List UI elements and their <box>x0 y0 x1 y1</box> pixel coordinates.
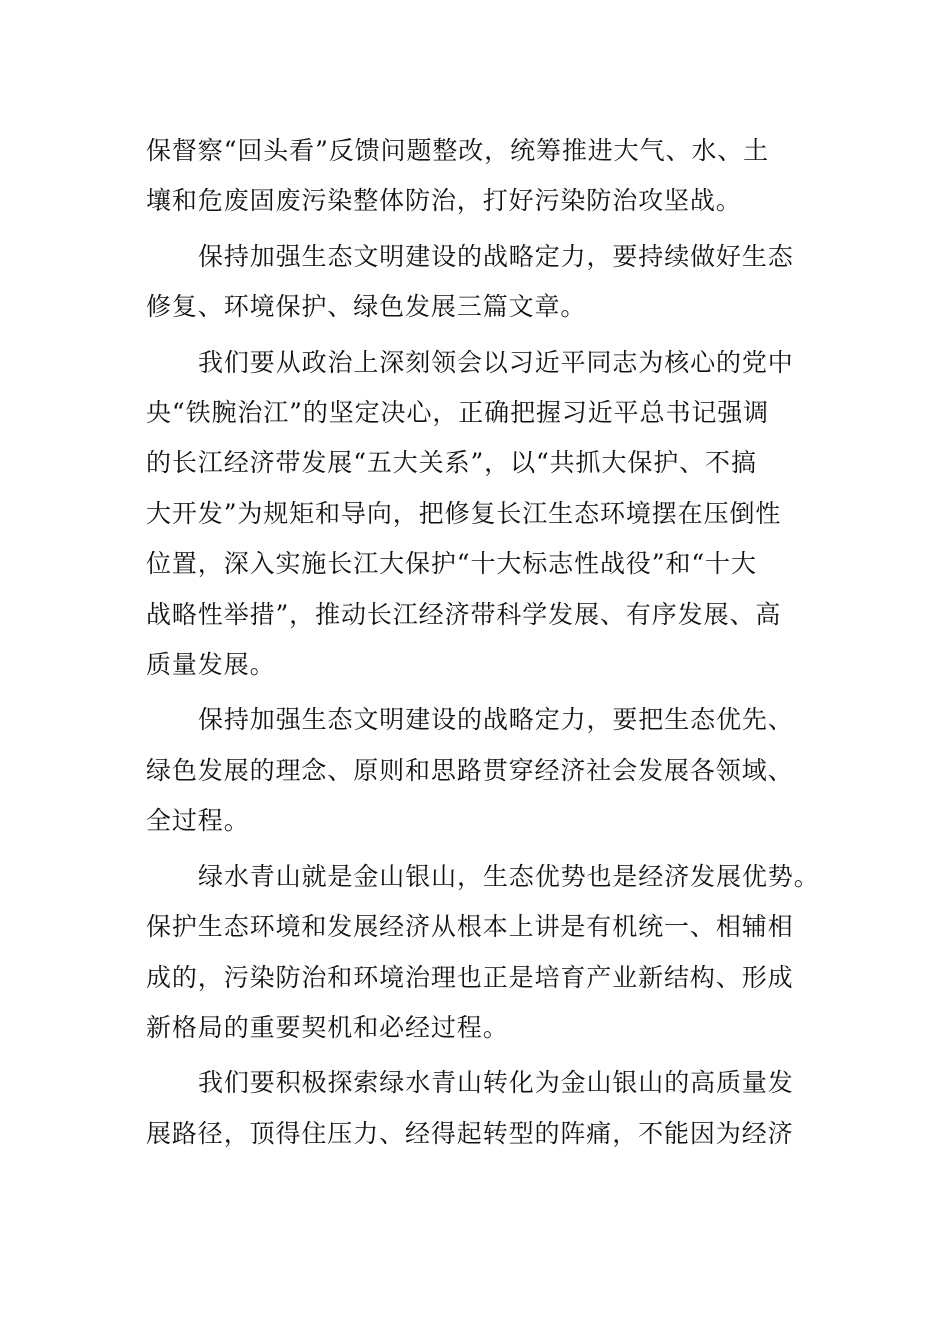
text-line: 壤和危废固废污染整体防治，打好污染防治攻坚战。 <box>146 186 742 216</box>
text-line: 绿水青山就是金山银山，生态优势也是经济发展优势。 <box>198 861 820 891</box>
text-line: 我们要积极探索绿水青山转化为金山银山的高质量发 <box>198 1068 794 1098</box>
text-line: 的长江经济带发展“五大关系”，以“共抓大保护、不搞 <box>146 448 757 478</box>
text-line: 战略性举措”，推动长江经济带科学发展、有序发展、高 <box>146 599 782 629</box>
paragraph <box>146 232 806 333</box>
text-line: 保持加强生态文明建设的战略定力，要把生态优先、 <box>198 705 794 735</box>
text-line: 大开发”为规矩和导向，把修复长江生态环境摆在压倒性 <box>146 498 782 528</box>
text-line: 质量发展。 <box>146 650 276 680</box>
text-line: 保持加强生态文明建设的战略定力，要持续做好生态 <box>198 241 794 271</box>
text-line: 展路径，顶得住压力、经得起转型的阵痛，不能因为经济 <box>146 1118 794 1148</box>
text-line: 位置，深入实施长江大保护“十大标志性战役”和“十大 <box>146 549 757 579</box>
text-line: 保督察“回头看”反馈问题整改，统筹推进大气、水、土 <box>146 136 770 165</box>
paragraph <box>146 126 806 227</box>
text-line: 我们要从政治上深刻领会以习近平同志为核心的党中 <box>198 347 794 377</box>
text-line: 保护生态环境和发展经济从根本上讲是有机统一、相辅相 <box>146 912 794 942</box>
paragraph <box>146 1058 806 1159</box>
text-line: 全过程。 <box>146 806 250 836</box>
document-body <box>146 126 820 1164</box>
text-line: 央“铁腕治江”的坚定决心，正确把握习近平总书记强调 <box>146 398 770 428</box>
paragraph <box>146 852 820 1054</box>
text-line: 新格局的重要契机和必经过程。 <box>146 1012 509 1042</box>
text-line: 绿色发展的理念、原则和思路贯穿经济社会发展各领域、 <box>146 755 794 785</box>
text-line: 成的，污染防治和环境治理也正是培育产业新结构、形成 <box>146 962 794 992</box>
paragraph <box>146 695 806 846</box>
paragraph <box>146 338 806 691</box>
text-line: 修复、环境保护、绿色发展三篇文章。 <box>146 292 587 322</box>
